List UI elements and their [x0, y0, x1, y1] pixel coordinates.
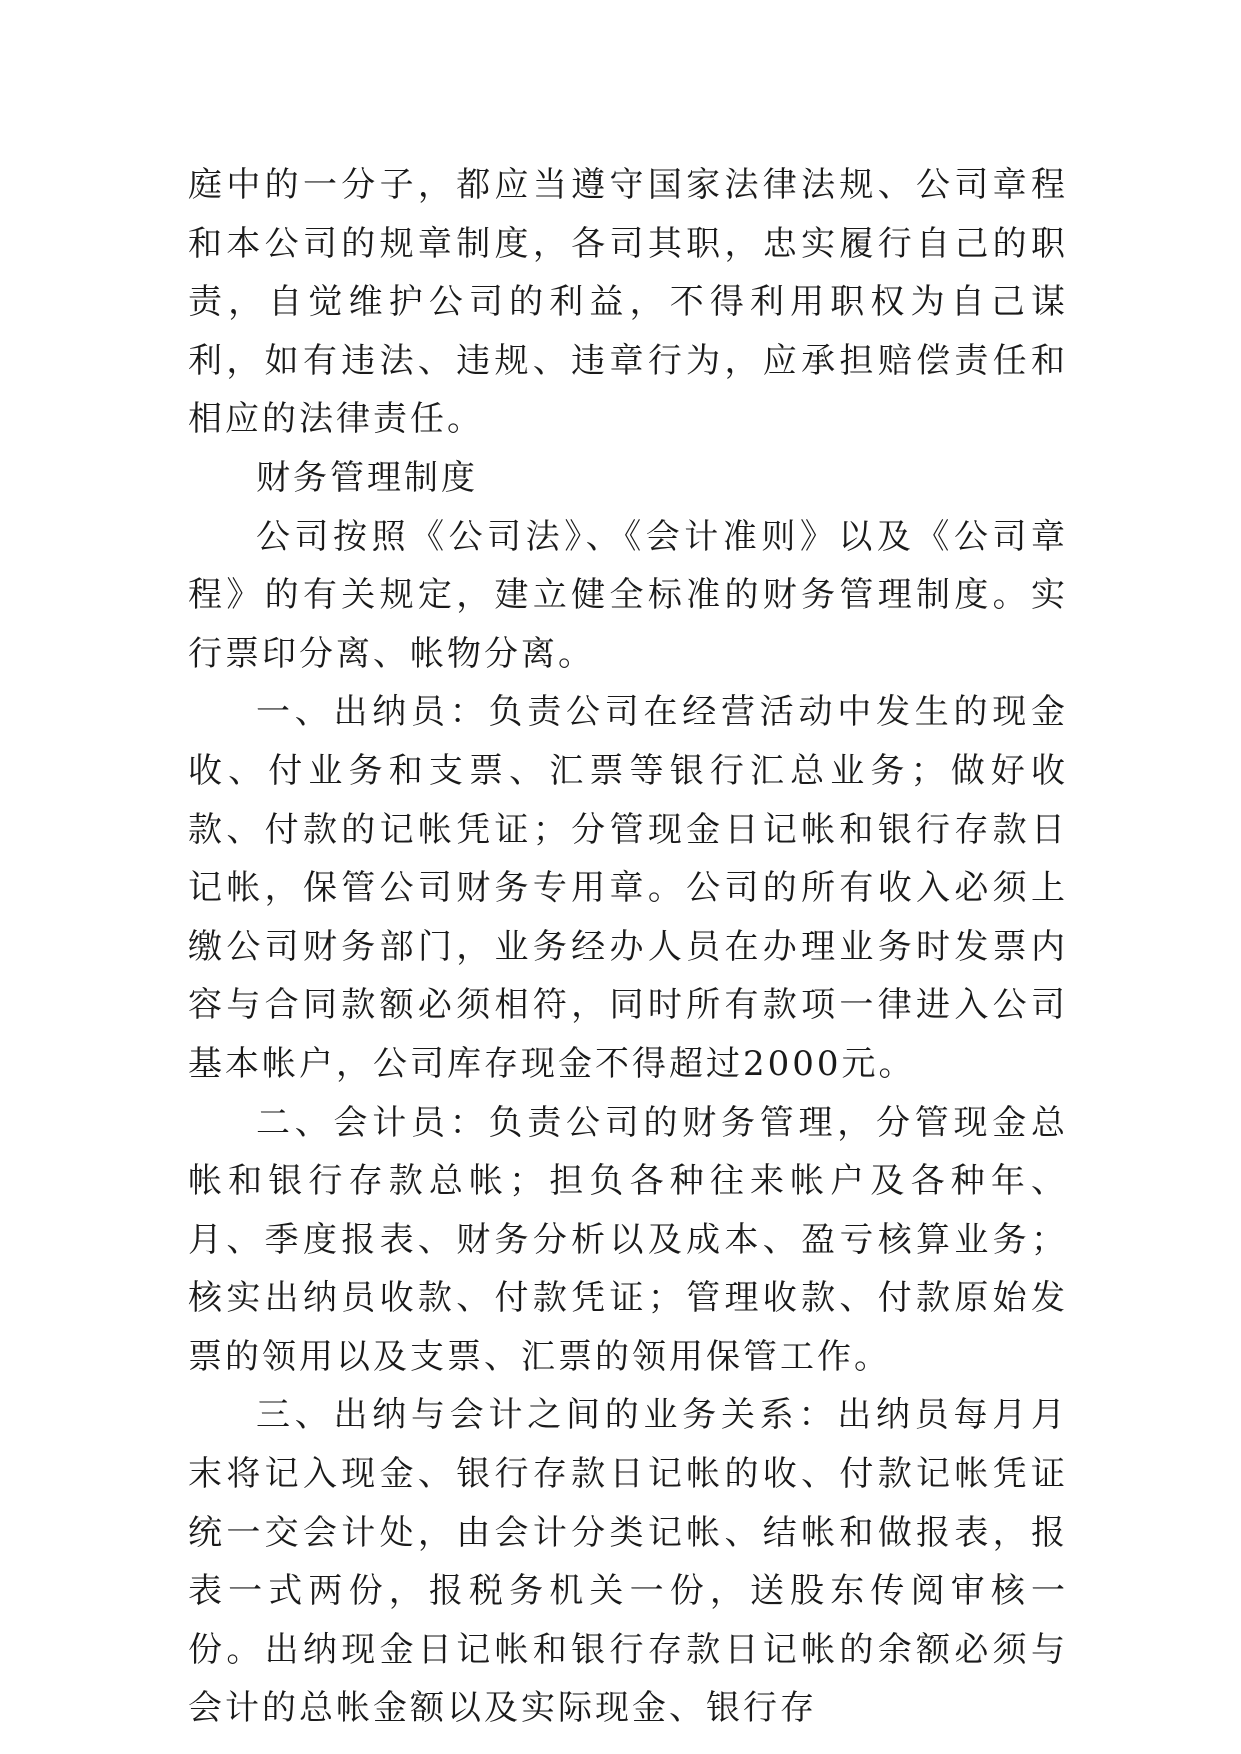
paragraph-cashier: 一、出纳员：负责公司在经营活动中发生的现金收、付业务和支票、汇票等银行汇总业务；做好收款、付款的记帐凭证；分管现金日记帐和银行存款日记帐，保管公司财务专用章。公司的所有收入必须上缴公司财务部门，业务经办人员在办理业务时发票内容与合同款额必须相符，同时所有款项一律进入公司基本帐户，公司库存现金不得超过2000元。	[188, 692, 1068, 1084]
paragraph-cashier-accountant-relationship: 三、出纳与会计之间的业务关系：出纳员每月月末将记入现金、银行存款日记帐的收、付款记帐凭证统一交会计处，由会计分类记帐、结帐和做报表，报表一式两份，报税务机关一份，送股东传阅审核一份。出纳现金日记帐和银行存款日记帐的余额必须与会计的总帐金额以及实际现金、银行存	[188, 1395, 1068, 1729]
paragraph-accountant: 二、会计员：负责公司的财务管理，分管现金总帐和银行存款总帐；担负各种往来帐户及各种年、月、季度报表、财务分析以及成本、盈亏核算业务；核实出纳员收款、付款凭证；管理收款、付款原始发票的领用以及支票、汇票的领用保管工作。	[188, 1102, 1068, 1377]
paragraph-financial-system: 公司按照《公司法》、《会计准则》以及《公司章程》的有关规定，建立健全标准的财务管理制度。实行票印分离、帐物分离。	[188, 516, 1068, 674]
document-body	[188, 156, 1068, 1738]
section-heading-financial-management: 财务管理制度	[256, 457, 478, 498]
paragraph-rules-continuation: 庭中的一分子，都应当遵守国家法律法规、公司章程和本公司的规章制度，各司其职，忠实履行自己的职责，自觉维护公司的利益，不得利用职权为自己谋利，如有违法、违规、违章行为，应承担赔偿责任和相应的法律责任。	[188, 165, 1068, 440]
